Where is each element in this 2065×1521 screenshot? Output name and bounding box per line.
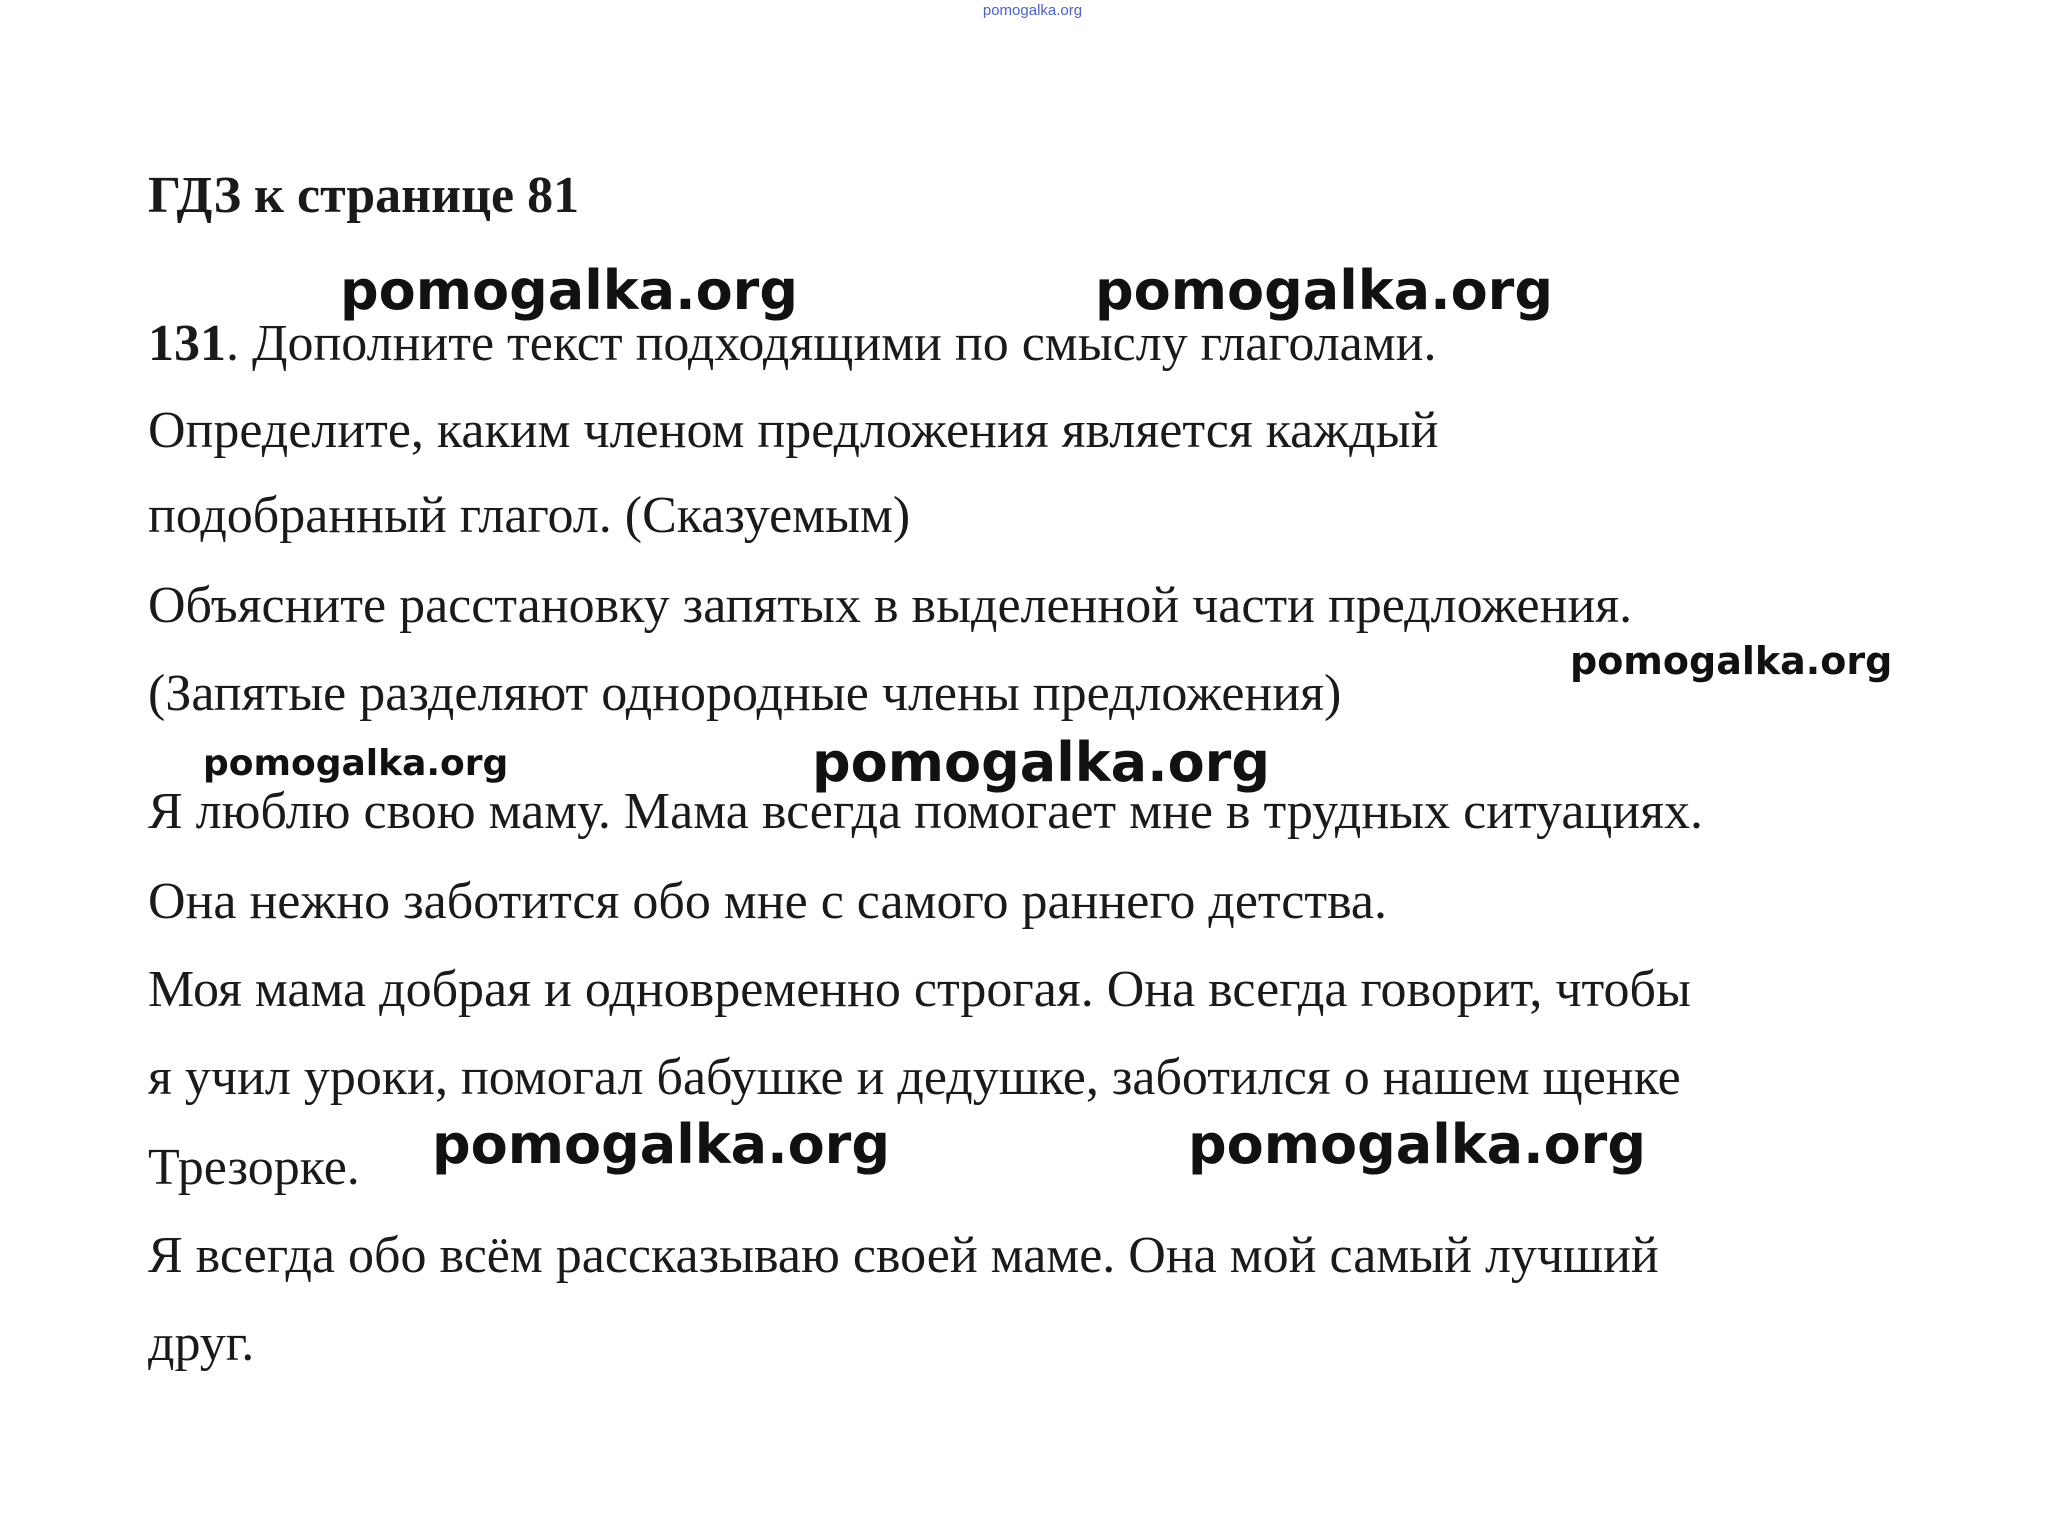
watermark: pomogalka.org xyxy=(340,259,798,322)
task-line-5: (Запятые разделяют однородные члены предложения) xyxy=(148,665,1342,722)
text-line-2: Она нежно заботится обо мне с самого раннего детства. xyxy=(148,873,1388,930)
watermark: pomogalka.org xyxy=(1188,1113,1646,1176)
text-line-4: я учил уроки, помогал бабушке и дедушке, заботился о нашем щенке xyxy=(148,1049,1681,1106)
task-line-4: Объясните расстановку запятых в выделенной части предложения. xyxy=(148,577,1633,634)
text-line-6: Я всегда обо всём рассказываю своей маме. Она мой самый лучший xyxy=(148,1227,1659,1284)
watermark: pomogalka.org xyxy=(432,1113,890,1176)
watermark: pomogalka.org xyxy=(1095,259,1553,322)
task-line-3: подобранный глагол. (Сказуемым) xyxy=(148,487,911,544)
text-line-5: Трезорке. xyxy=(148,1139,360,1196)
text-line-7: друг. xyxy=(148,1315,255,1372)
task-line-1 xyxy=(148,315,1437,372)
watermark: pomogalka.org xyxy=(203,743,509,784)
task-number: 131 xyxy=(148,315,226,372)
text-line-1: Я люблю свою маму. Мама всегда помогает мне в трудных ситуациях. xyxy=(148,783,1704,840)
text-line-3: Моя мама добрая и одновременно строгая. Она всегда говорит, чтобы xyxy=(148,961,1691,1018)
watermark: pomogalka.org xyxy=(1570,639,1893,683)
task-line-2: Определите, каким членом предложения является каждый xyxy=(148,402,1439,459)
top-watermark: pomogalka.org xyxy=(982,2,1083,19)
watermark: pomogalka.org xyxy=(812,731,1270,794)
task-instruction: . Дополните текст подходящими по смыслу глаголами. xyxy=(226,315,1437,372)
page-heading: ГДЗ к странице 81 xyxy=(148,167,580,224)
